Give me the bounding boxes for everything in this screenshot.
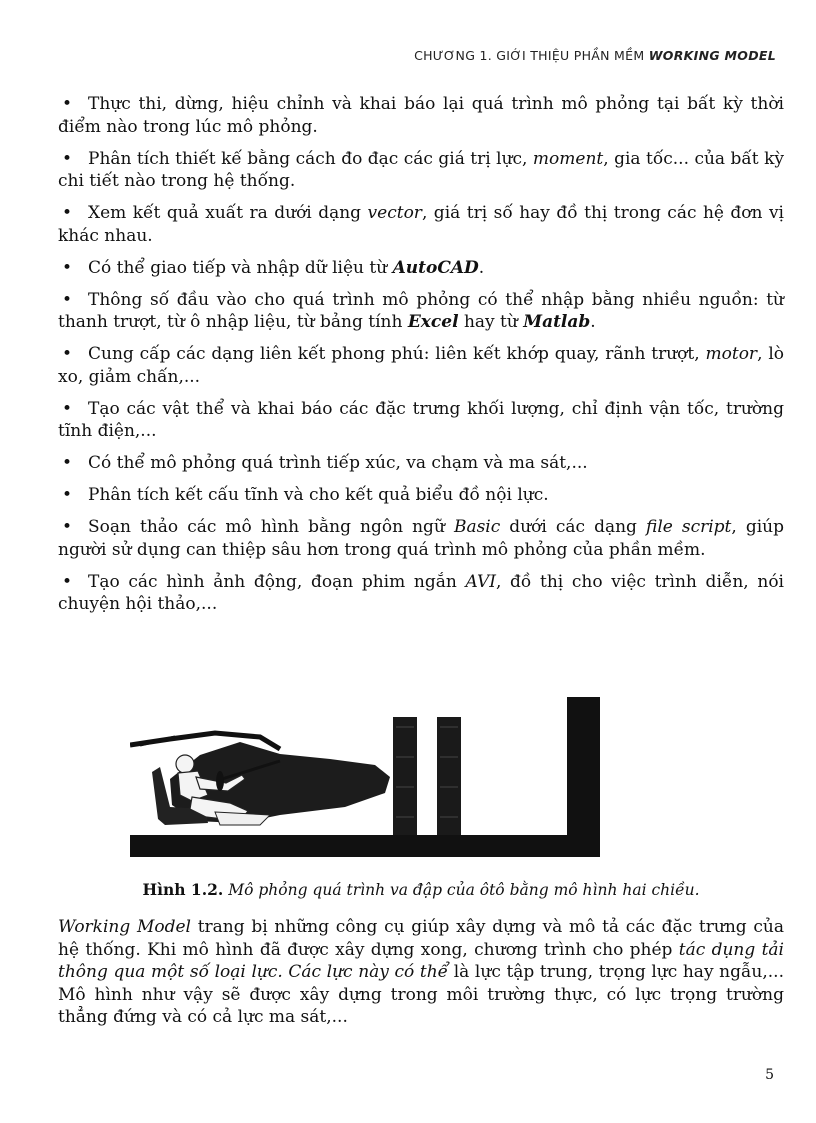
list-item: • Cung cấp các dạng liên kết phong phú: liên kết khớp quay, rãnh trượt, motor, lò xo, giảm chấn,... [58,344,785,387]
caption-text: Mô phỏng quá trình va đập của ôtô bằng mô hình hai chiều. [223,881,700,899]
page-number: 5 [765,1067,774,1083]
list-item: • Xem kết quả xuất ra dưới dạng vector, giá trị số hay đồ thị trong các hệ đơn vị khác nhau. [58,203,784,246]
list-item: • Phân tích thiết kế bằng cách đo đạc các giá trị lực, moment, gia tốc... của bất kỳ chi tiết nào trong hệ thống. [58,148,784,191]
barrier-wall-right [567,697,600,835]
list-item: • Thông số đầu vào cho quá trình mô phỏng có thể nhập bằng nhiều nguồn: từ thanh trượt, từ ô nhập liệu, từ bảng tính Excel hay từ Matlab. [58,289,784,332]
caption-label: Hình 1.2. [142,880,224,899]
list-item: • Có thể mô phỏng quá trình tiếp xúc, va chạm và ma sát,... [62,453,588,473]
crash-simulation-figure [130,697,600,857]
list-item: • Phân tích kết cấu tĩnh và cho kết quả biểu đồ nội lực. [62,485,549,505]
list-item: • Tạo các hình ảnh động, đoạn phim ngắn AVI, đồ thị cho việc trình diễn, nói chuyện hội thảo,... [58,571,784,614]
feature-list [58,93,784,625]
figure-caption [58,880,784,899]
header-emph: WORKING MODEL [648,48,776,63]
header-chapter: CHƯƠNG 1. GIỚI THIỆU PHẦN MỀM [414,48,649,63]
body-paragraph: Working Model trang bị những công cụ giúp xây dựng và mô tả các đặc trưng của hệ thống. Khi mô hình đã được xây dựng xong, chương trình cho phép tác dụng tải thông qua một số loại lực. Các lực này có thể là lực tập trung, trọng lực hay ngẫu,... Mô hình như vậy sẽ được xây dựng trong môi trường thực, có lực trọng trường thẳng đứng và có cả lực ma sát,... [58,917,784,1027]
running-header [414,48,776,63]
list-item: • Thực thi, dừng, hiệu chỉnh và khai báo lại quá trình mô phỏng tại bất kỳ thời điểm nào trong lúc mô phỏng. [58,94,784,137]
list-item: • Soạn thảo các mô hình bằng ngôn ngữ Basic dưới các dạng file script, giúp người sử dụng can thiệp sâu hơn trong quá trình mô phỏng của phần mềm. [58,517,784,560]
list-item: • Có thể giao tiếp và nhập dữ liệu từ AutoCAD. [62,257,485,278]
ground-bar [130,835,600,857]
list-item: • Tạo các vật thể và khai báo các đặc trưng khối lượng, chỉ định vận tốc, trường tĩnh điện,... [58,398,784,441]
